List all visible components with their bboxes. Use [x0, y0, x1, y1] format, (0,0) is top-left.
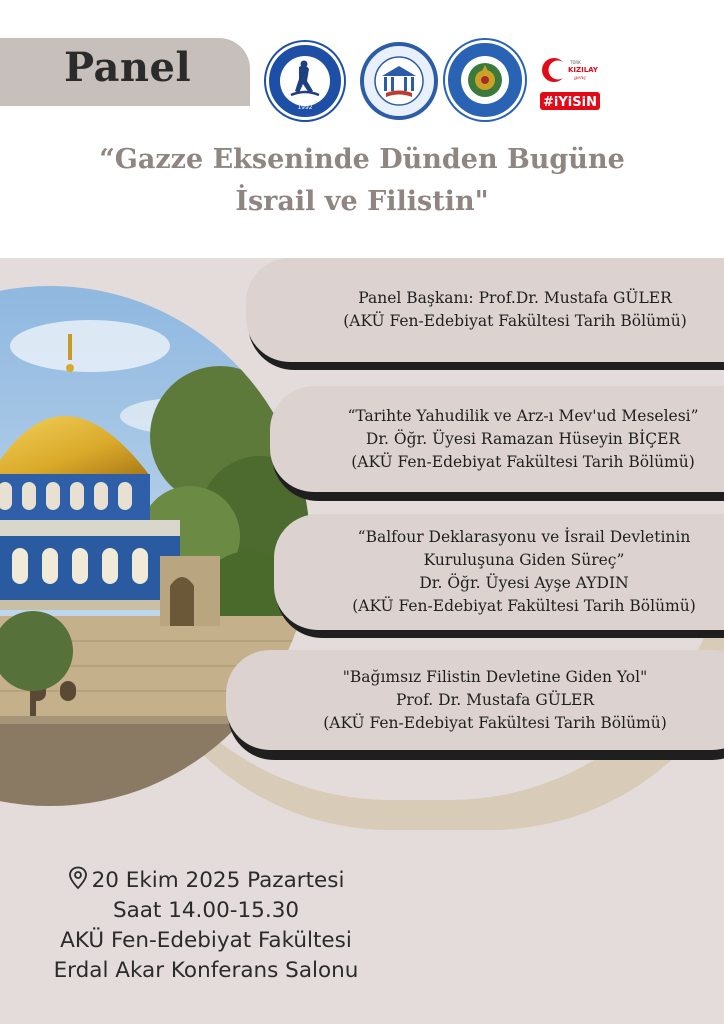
talk-3-affiliation: (AKÜ Fen-Edebiyat Fakültesi Tarih Bölümü) [323, 713, 667, 732]
fen-edebiyat-fakultesi-logo [360, 42, 438, 120]
chair-line-2: (AKÜ Fen-Edebiyat Fakültesi Tarih Bölümü) [343, 312, 687, 330]
session-card-talk-1 [270, 386, 724, 492]
talk-1-speaker: Dr. Öğr. Üyesi Ramazan Hüseyin BİÇER [365, 429, 681, 448]
talk-2-title-line-1: “Balfour Deklarasyonu ve İsrail Devletinin [357, 528, 691, 546]
event-date-line [36, 866, 376, 896]
session-card-chair [246, 258, 724, 362]
afyon-kocatepe-universitesi-logo [266, 42, 344, 120]
event-venue: AKÜ Fen-Edebiyat Fakültesi [60, 928, 352, 953]
tarih-kulubu-logo [445, 40, 525, 120]
talk-1-title: “Tarihte Yahudilik ve Arz-ı Mev'ud Meselesi” [347, 406, 699, 425]
talk-2-affiliation: (AKÜ Fen-Edebiyat Fakültesi Tarih Bölümü) [352, 597, 696, 615]
session-card-talk-2 [274, 514, 724, 630]
talk-2-title-line-2: Kuruluşuna Giden Süreç” [423, 551, 625, 569]
talk-3-title: "Bağımsız Filistin Devletine Giden Yol" [342, 667, 648, 686]
talk-3-speaker: Prof. Dr. Mustafa GÜLER [395, 690, 595, 709]
chair-line-1: Panel Başkanı: Prof.Dr. Mustafa GÜLER [358, 289, 672, 307]
event-date: 20 Ekim 2025 Pazartesi [91, 868, 345, 893]
event-title-line-2: İsrail ve Filistin" [235, 186, 489, 217]
svg-text:TÜRK: TÜRK [570, 60, 581, 65]
kizilay-genc-logo [538, 52, 602, 114]
event-time: Saat 14.00-15.30 [112, 898, 300, 923]
svg-text:genç: genç [574, 75, 587, 81]
session-card-talk-3 [226, 650, 724, 750]
map-pin-icon [68, 866, 88, 890]
talk-1-affiliation: (AKÜ Fen-Edebiyat Fakültesi Tarih Bölümü) [351, 452, 695, 471]
event-title-line-1: “Gazze Ekseninde Dünden Bugüne [99, 144, 625, 175]
panel-label: Panel [64, 44, 192, 91]
svg-text:#iYiSiN: #iYiSiN [543, 95, 597, 110]
svg-text:1992: 1992 [297, 104, 313, 111]
svg-text:KIZILAY: KIZILAY [568, 66, 598, 74]
event-details [36, 866, 376, 986]
event-hall: Erdal Akar Konferans Salonu [53, 958, 359, 983]
talk-2-speaker: Dr. Öğr. Üyesi Ayşe AYDIN [419, 574, 629, 592]
